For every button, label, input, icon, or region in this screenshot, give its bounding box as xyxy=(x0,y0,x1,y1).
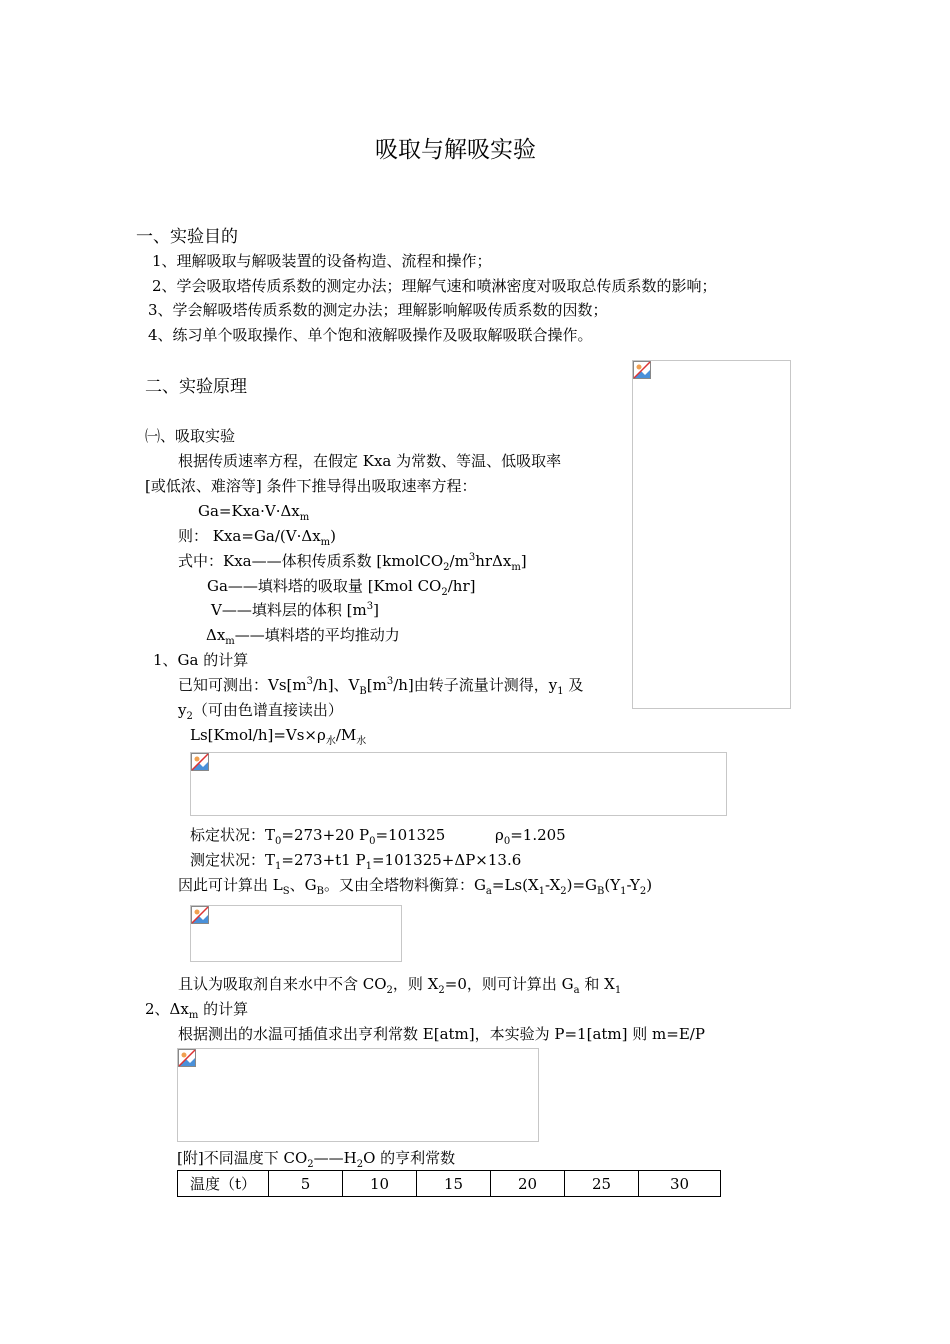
objective-item-2: 2、学会吸取塔传质系数的测定办法；理解气速和喷淋密度对吸取总传质系数的影响； xyxy=(152,277,717,295)
measurement-line-2: $y_2$（可由色谱直接读出） xyxy=(178,701,343,722)
item-dxm-calculation: 2、$\Delta x_m$ 的计算 xyxy=(145,1000,249,1021)
broken-image-icon xyxy=(633,361,651,379)
henry-line: 根据测出的水温可插值求出亨利常数 E[atm]，本实验为 P=1[atm] 则 m=E/P xyxy=(178,1025,705,1043)
measured-condition: 测定状况：$T_1=273+t1$ $P_1=101325+\Delta P\times 13.6$ xyxy=(190,851,522,872)
item-ga-calculation: 1、Ga 的计算 xyxy=(153,651,249,669)
table-cell: 20 xyxy=(491,1171,565,1197)
broken-image-icon xyxy=(191,753,209,771)
definition-dxm: $\Delta x_m——$填料塔的平均推动力 xyxy=(206,626,400,647)
objective-item-3: 3、学会解吸塔传质系数的测定办法；理解影响解吸传质系数的因数； xyxy=(148,301,608,319)
definition-kxa: 式中：Kxa——体积传质系数 $[kmolCO_2/m^3hr\Delta x_m]$ xyxy=(178,552,527,573)
apparatus-image xyxy=(632,360,791,709)
objective-item-4: 4、练习单个吸取操作、单个饱和液解吸操作及吸取解吸联合操作。 xyxy=(148,326,593,344)
equation-ls: $Ls[Kmol/h]=Vs\times\rho_水/M_水$ xyxy=(190,726,367,747)
formula-image-ya xyxy=(190,905,402,962)
definition-v: V——填料层的体积 $[m^3]$ xyxy=(211,601,379,619)
broken-image-icon xyxy=(191,906,209,924)
henry-constant-table xyxy=(177,1170,721,1197)
definition-ga: Ga——填料塔的吸取量 [Kmol $CO_2/hr$] xyxy=(207,577,476,598)
henry-table-caption: [附]不同温度下 $CO_2——H_2O$ 的亨利常数 xyxy=(177,1149,456,1170)
subsection-absorption: ㈠、吸取实验 xyxy=(145,427,236,445)
page-title: 吸取与解吸实验 xyxy=(375,137,536,163)
standard-condition: 标定状况：$T_0=273+20$ $P_0=101325$ xyxy=(190,826,446,847)
equation-kxa: 则： $Kxa=Ga/(V\cdot\Delta x_m)$ xyxy=(178,527,337,548)
paragraph-line-2: [或低浓、难溶等] 条件下推导得出吸取速率方程： xyxy=(145,477,477,495)
table-header-cell: 温度（t） xyxy=(178,1171,269,1197)
measurement-line-1: 已知可测出：$Vs[m^3/h]$、$V_B[m^3/h]$由转子流量计测得，$y_1$ 及 xyxy=(178,676,584,697)
objective-item-1: 1、理解吸取与解吸装置的设备构造、流程和操作； xyxy=(152,252,492,270)
mass-balance: 因此可计算出 $L_S$、$G_B$。又由全塔物料衡算：$G_a=Ls(X_1-X_2)=G_B(Y_1-Y_2)$ xyxy=(178,876,653,897)
broken-image-icon xyxy=(178,1049,196,1067)
table-cell: 10 xyxy=(343,1171,417,1197)
table-cell: 5 xyxy=(269,1171,343,1197)
formula-image-dxm xyxy=(177,1048,539,1142)
table-row xyxy=(178,1171,721,1197)
standard-density: $\rho_0=1.205$ xyxy=(495,826,566,847)
assumption-line: 且认为吸取剂自来水中不含 $CO_2$，则 $X_2=0$，则可计算出 $G_a$ 和 $X_1$ xyxy=(178,975,622,996)
section-heading-principle: 二、实验原理 xyxy=(145,377,247,397)
formula-image-gb xyxy=(190,752,727,816)
paragraph-line-1: 根据传质速率方程，在假定 Kxa 为常数、等温、低吸取率 xyxy=(178,452,562,470)
table-cell: 25 xyxy=(565,1171,639,1197)
section-heading-objective: 一、实验目的 xyxy=(136,227,238,247)
table-cell: 15 xyxy=(417,1171,491,1197)
table-cell: 30 xyxy=(639,1171,721,1197)
equation-rate: $Ga=Kxa\cdot V\cdot\Delta x_m$ xyxy=(198,502,310,523)
